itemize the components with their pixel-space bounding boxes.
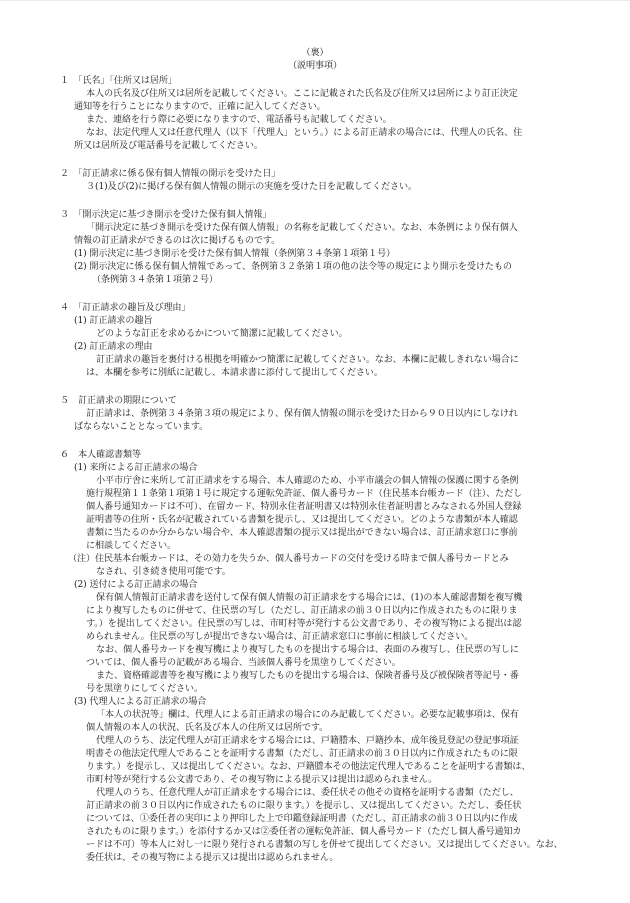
section-6-line: なお、個人番号カードを複写機により複写したものを提出する場合は、表面のみ複写し、住民票の写しに [96, 645, 519, 655]
section-1-line: 本人の氏名及び住所又は居所を記載してください。ここに記載された氏名及び住所又は居所により訂正決定 [86, 89, 518, 99]
section-6-line: 市町村等が発行する公文書であり、その複写物による提示又は提出は認められません。 [86, 775, 438, 785]
section-3-line: 「開示決定に基づき開示を受けた保有個人情報」の名称を記載してください。なお、本条例により保有個人 [86, 223, 518, 233]
section-4-item: (2) 訂正請求の理由 [74, 342, 153, 352]
page-subtitle: （説明事項） [288, 61, 342, 71]
section-3-heading: ３ 「開示決定に基づき開示を受けた保有個人情報」 [60, 210, 272, 220]
section-6-line: 「本人の状況等」欄は、代理人による訂正請求の場合にのみ記載してください。必要な記載事項は、保有 [96, 710, 519, 720]
section-6-line: 書類に当たるのか分からない場合や、本人確認書類の提示又は提出ができない場合は、訂正請求窓口に事前 [86, 528, 518, 538]
section-6-line: により複写したものに併せて、住民票の写し（ただし、訂正請求の前３０日以内に作成されたものに限りま [86, 606, 518, 616]
section-6-line: 明書その他法定代理人であることを証明する書類（ただし、訂正請求の前３０日以内に作成されたものに限 [86, 749, 518, 759]
section-4-line: 訂正請求の趣旨を裏付ける根拠を明確かつ簡潔に記載してください。なお、本欄に記載しきれない場合に [96, 355, 519, 365]
section-3-item: (1) 開示決定に基づき開示を受けた保有個人情報（条例第３４条第１項第１号） [74, 249, 396, 259]
section-6-line: 施行規程第１１条第１項第１号に規定する運転免許証、個人番号カード（住民基本台帳カード（注）、ただし [86, 489, 523, 499]
section-4-heading: ４ 「訂正請求の趣旨及び理由」 [60, 303, 191, 313]
section-6-line: 訂正請求の前３０日以内に作成されたものに限ります。）を提示し、又は提出してください。ただし、委任状 [86, 801, 522, 811]
section-6-line: す。）を提出してください。住民票の写しは、市町村等が発行する公文書であり、その複写物による提出は認 [86, 619, 522, 629]
section-6-heading: ６ 本人確認書類等 [60, 450, 141, 460]
section-6-line: 小平市庁舎に来所して訂正請求をする場合、本人確認のため、小平市議会の個人情報の保護に関する条例 [96, 476, 519, 486]
section-6-line: 代理人のうち、法定代理人が訂正請求をする場合には、戸籍謄本、戸籍抄本、成年後見登記の登記事項証 [96, 736, 519, 746]
section-6-line: なされ、引き続き使用可能です。 [96, 567, 231, 577]
section-6-item: (3) 代理人による訂正請求の場合 [74, 697, 207, 707]
section-6-item: (1) 来所による訂正請求の場合 [74, 463, 198, 473]
section-6-line: 保有個人情報訂正請求書を送付して保有個人情報の訂正請求をする場合には、(1)の本人確認書類を複写機 [96, 593, 523, 603]
section-6-line: 代理人のうち、任意代理人が訂正請求をする場合には、委任状その他その資格を証明する書類（ただし、 [96, 788, 519, 798]
section-1-line: また、連絡を行う際に必要になりますので、電話番号も記載してください。 [86, 115, 392, 125]
section-6-line: 個人情報の本人の状況、氏名及び本人の住所又は居所です。 [86, 723, 329, 733]
section-6-line: また、資格確認書等を複写機により複写したものを提出する場合は、保険者番号及び被保険者等記号・番 [96, 671, 519, 681]
section-6-line: ードは不可）等本人に対し一に限り発行される書類の写しを併せて提出してください。又は提出してください。なお、 [86, 840, 563, 850]
section-1-line: なお、法定代理人又は任意代理人（以下「代理人」という。）による訂正請求の場合には、代理人の氏名、住 [86, 128, 523, 138]
section-5-heading: ５ 訂正請求の期限について [60, 396, 177, 406]
section-6-item: (2) 送付による訂正請求の場合 [74, 580, 198, 590]
section-6-line: 個人番号通知カードは不可）、在留カード、特別永住者証明書又は特別永住者証明書とみなされる外国人登録 [86, 502, 522, 512]
section-6-line: められません。住民票の写しが提出できない場合は、訂正請求窓口に事前に相談してください。 [86, 632, 474, 642]
section-1-line: 所又は居所及び電話番号を記載してください。 [74, 141, 263, 151]
section-6-line: 委任状は、その複写物による提示又は提出は認められません。 [86, 853, 339, 863]
section-5-line: 訂正請求は、条例第３４条第３項の規定により、保有個人情報の開示を受けた日から９０日以内にしなけれ [86, 409, 518, 419]
section-3-item: (2) 開示決定に係る保有個人情報であって、条例第３２条第１項の他の法令等の規定により開示を受けたもの [74, 262, 512, 272]
section-4-item: (1) 訂正請求の趣旨 [74, 316, 153, 326]
top-edge [0, 0, 630, 1]
section-1-line: 通知等を行うことになりますので、正確に記入してください。 [74, 102, 326, 112]
section-6-line: については、①委任者の実印により押印した上で印鑑登録証明書（ただし、訂正請求の前３０日以内に作成 [86, 814, 518, 824]
section-2-heading: ２ 「訂正請求に係る保有個人情報の開示を受けた日」 [60, 169, 281, 179]
section-6-line: されたものに限ります。）を添付するか又は②委任者の運転免許証、個人番号カード（ただし個人番号通知カ [86, 827, 522, 837]
section-6-line: ついては、個人番号の記載がある場合、当該個人番号を黒塗りしてください。 [86, 658, 401, 668]
section-6-line: 号を黒塗りにしてください。 [86, 684, 203, 694]
section-2-line: ３(1)及び(2)に掲げる保有個人情報の開示の実施を受けた日を記載してください。 [86, 182, 417, 192]
section-4-line: は、本欄を参考に別紙に記載し、本請求書に添付して提出してください。 [86, 368, 383, 378]
section-3-line: （条例第３４条第１項第２号） [92, 275, 218, 285]
section-6-line: 証明書等の住所・氏名が記載されている書類を提示し、又は提出してください。どのような書類が本人確認 [86, 515, 518, 525]
page-title: （裏） [301, 48, 329, 58]
section-3-line: 情報の訂正請求ができるのは次に掲げるものです。 [74, 236, 281, 246]
section-5-line: ばならないこととなっています。 [74, 422, 209, 432]
section-4-line: どのような訂正を求めるかについて簡潔に記載してください。 [96, 329, 348, 339]
section-6-line: に相談してください。 [86, 541, 176, 551]
section-6-note: （注）住民基本台帳カードは、その効力を失うか、個人番号カードの交付を受ける時まで個人番号カードとみ [68, 554, 509, 564]
section-6-line: ります。）を提示し、又は提出してください。なお、戸籍謄本その他法定代理人であることを証明する書類は、 [86, 762, 531, 772]
section-1-heading: １ 「氏名」「住所又は居所」 [60, 76, 177, 86]
